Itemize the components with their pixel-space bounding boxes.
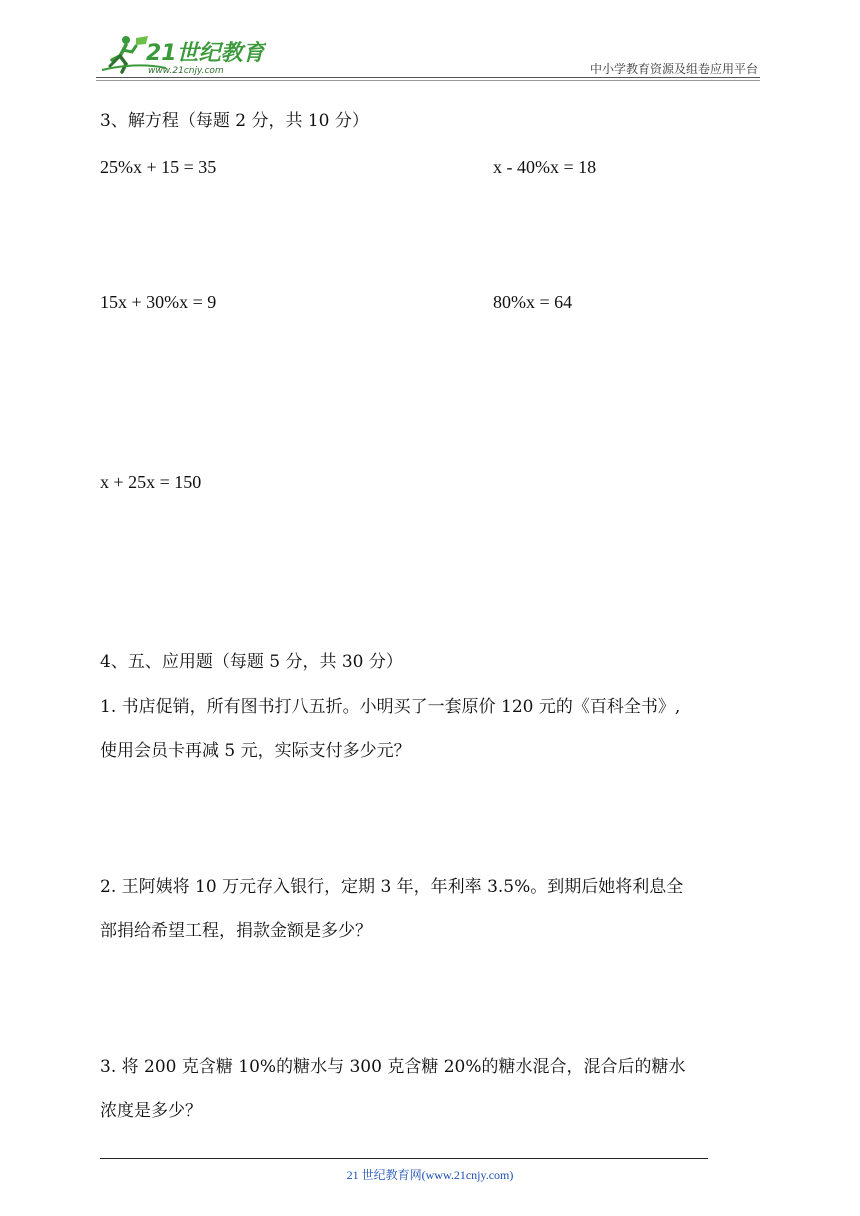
platform-tagline: 中小学教育资源及组卷应用平台 bbox=[589, 62, 758, 76]
runner-logo-icon bbox=[96, 30, 266, 78]
equation-5: x + 25x = 150 bbox=[100, 472, 202, 492]
problem-1-line-2: 使用会员卡再减 5 元，实际支付多少元？ bbox=[100, 741, 411, 761]
section-4-title: 4、五、应用题（每题 5 分，共 30 分） bbox=[100, 652, 403, 672]
equation-1: 25%x + 15 = 35 bbox=[100, 157, 217, 177]
equation-4: 80%x = 64 bbox=[493, 292, 573, 312]
svg-text:21世纪教育: 21世纪教育 bbox=[146, 41, 265, 66]
problem-1-line-1: 1. 书店促销，所有图书打八五折。小明买了一套原价 120 元的《百科全书》, bbox=[100, 697, 681, 717]
problem-3-line-1: 3. 将 200 克含糖 10%的糖水与 300 克含糖 20%的糖水混合，混合后的糖水 bbox=[100, 1057, 686, 1077]
footer-link[interactable]: 21 世纪教育网(www.21cnjy.com) bbox=[346, 1168, 514, 1182]
problem-2-line-1: 2. 王阿姨将 10 万元存入银行，定期 3 年，年利率 3.5%。到期后她将利息全 bbox=[100, 877, 684, 897]
logo bbox=[96, 30, 266, 78]
header-divider bbox=[96, 77, 760, 78]
equation-2: x - 40%x = 18 bbox=[493, 157, 597, 177]
page-header bbox=[96, 30, 760, 78]
section-3-title: 3、解方程（每题 2 分，共 10 分） bbox=[100, 111, 369, 131]
problem-3-line-2: 浓度是多少？ bbox=[100, 1101, 202, 1121]
footer-divider bbox=[100, 1158, 708, 1159]
equation-3: 15x + 30%x = 9 bbox=[100, 292, 217, 312]
problem-2-line-2: 部捐给希望工程，捐款金额是多少？ bbox=[100, 921, 372, 941]
header-divider-thin bbox=[96, 80, 760, 81]
svg-text:www.21cnjy.com: www.21cnjy.com bbox=[148, 66, 224, 76]
